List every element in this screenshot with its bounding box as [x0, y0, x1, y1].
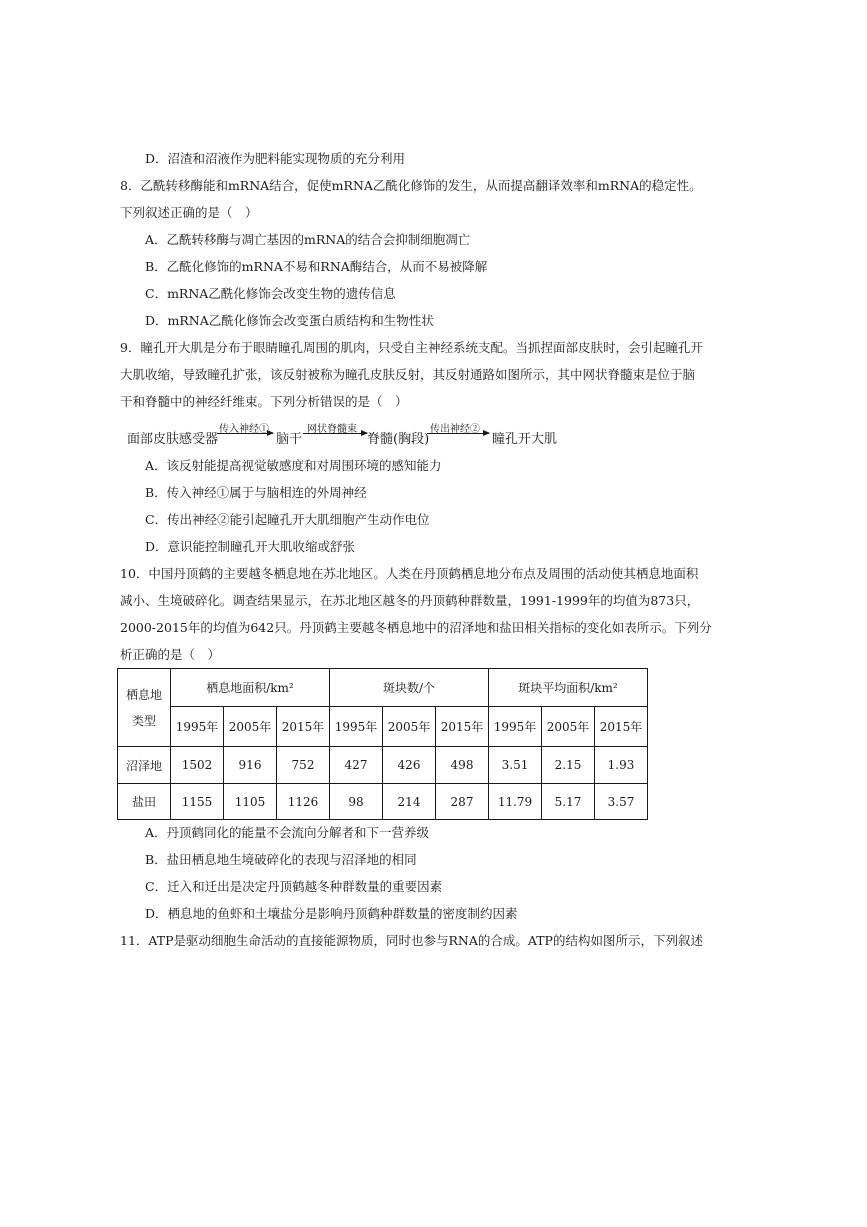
pathway-arrow-1	[217, 433, 273, 434]
year-header: 2005年	[224, 707, 277, 747]
table-cell: 3.51	[489, 747, 542, 784]
year-header: 1995年	[330, 707, 383, 747]
q10-option-a: A．丹顶鹤同化的能量不会流向分解者和下一营养级	[145, 825, 430, 840]
q10-stem-line-3: 2000-2015年的均值为642只。丹顶鹤主要越冬栖息地中的沼泽地和盐田相关指标的变化如表所示。下列分	[120, 620, 712, 635]
pathway-arrow-2	[303, 433, 367, 434]
table-cell: 1126	[277, 784, 330, 820]
table-cell: 98	[330, 784, 383, 820]
pathway-arrow-3	[427, 433, 489, 434]
year-header: 2015年	[436, 707, 489, 747]
table-cell: 11.79	[489, 784, 542, 820]
q8-option-c: C．mRNA乙酰化修饰会改变生物的遗传信息	[145, 286, 396, 301]
year-header: 1995年	[489, 707, 542, 747]
q9-stem-line-1: 9．瞳孔开大肌是分布于眼睛瞳孔周围的肌肉，只受自主神经系统支配。当抓捏面部皮肤时，会引起瞳孔开	[120, 340, 703, 355]
table-row	[118, 747, 648, 784]
group-header-patch-count: 斑块数/个	[330, 669, 489, 707]
group-header-patch-area: 斑块平均面积/km²	[489, 669, 648, 707]
table-cell: 287	[436, 784, 489, 820]
pathway-label-efferent: 传出神经②	[430, 424, 480, 435]
pathway-node-muscle: 瞳孔开大肌	[492, 432, 558, 447]
q9-option-b: B．传入神经①属于与脑相连的外周神经	[145, 485, 367, 500]
table-cell: 1155	[171, 784, 224, 820]
q9-stem-line-3: 干和脊髓中的神经纤维束。下列分析错误的是（ ）	[120, 394, 408, 409]
q8-option-a: A．乙酰转移酶与凋亡基因的mRNA的结合会抑制细胞凋亡	[145, 232, 471, 247]
q9-option-a: A．该反射能提高视觉敏感度和对周围环境的感知能力	[145, 458, 442, 473]
row-label: 盐田	[118, 784, 171, 820]
table-cell: 1105	[224, 784, 277, 820]
table-cell: 1.93	[595, 747, 648, 784]
table-cell: 426	[383, 747, 436, 784]
group-header-area: 栖息地面积/km²	[171, 669, 330, 707]
table-cell: 5.17	[542, 784, 595, 820]
q8-option-d: D．mRNA乙酰化修饰会改变蛋白质结构和生物性状	[145, 313, 434, 328]
q7-option-d: D．沼渣和沼液作为肥料能实现物质的充分利用	[145, 151, 406, 166]
q8-option-b: B．乙酰化修饰的mRNA不易和RNA酶结合，从而不易被降解	[145, 259, 488, 274]
table-cell: 752	[277, 747, 330, 784]
year-header: 1995年	[171, 707, 224, 747]
year-header: 2005年	[542, 707, 595, 747]
pathway-label-tract: 网状脊髓束	[307, 424, 357, 435]
q10-option-b: B．盐田栖息地生境破碎化的表现与沼泽地的相同	[145, 852, 417, 867]
table-cell: 214	[383, 784, 436, 820]
q11-stem-line-1: 11．ATP是驱动细胞生命活动的直接能源物质，同时也参与RNA的合成。ATP的结构如图所示，下列叙述	[120, 933, 703, 948]
table-cell: 916	[224, 747, 277, 784]
table-cell: 3.57	[595, 784, 648, 820]
pathway-node-receptor: 面部皮肤感受器	[127, 432, 219, 447]
table-cell: 1502	[171, 747, 224, 784]
row-header-line-2: 类型	[131, 713, 156, 728]
pathway-node-spinal-cord: 脊髓(胸段)	[367, 432, 430, 447]
reflex-pathway-diagram	[127, 420, 597, 448]
row-label: 沼泽地	[118, 747, 171, 784]
table-cell: 498	[436, 747, 489, 784]
q8-stem-line-1: 8．乙酰转移酶能和mRNA结合，促使mRNA乙酰化修饰的发生，从而提高翻译效率和mRNA的稳定性。	[120, 178, 702, 193]
year-header: 2015年	[595, 707, 648, 747]
q8-stem-line-2: 下列叙述正确的是（ ）	[120, 205, 258, 220]
q9-option-d: D．意识能控制瞳孔开大肌收缩或舒张	[145, 539, 356, 554]
table-cell: 427	[330, 747, 383, 784]
habitat-data-table	[117, 668, 648, 820]
pathway-label-afferent: 传入神经①	[219, 424, 269, 435]
table-row-header	[118, 669, 171, 747]
year-header: 2005年	[383, 707, 436, 747]
q10-stem-line-2: 减小、生境破碎化。调查结果显示，在苏北地区越冬的丹顶鹤种群数量，1991-1999年的均值为873只，	[120, 593, 700, 608]
q10-option-d: D．栖息地的鱼虾和土壤盐分是影响丹顶鹤种群数量的密度制约因素	[145, 906, 518, 921]
year-header: 2015年	[277, 707, 330, 747]
row-header-line-1: 栖息地	[125, 687, 162, 702]
q9-stem-line-2: 大肌收缩，导致瞳孔扩张，该反射被称为瞳孔皮肤反射，其反射通路如图所示，其中网状脊髓束是位于脑	[120, 367, 696, 382]
q10-stem-line-1: 10．中国丹顶鹤的主要越冬栖息地在苏北地区。人类在丹顶鹤栖息地分布点及周围的活动使其栖息地面积	[120, 566, 699, 581]
table-cell: 2.15	[542, 747, 595, 784]
q10-stem-line-4: 析正确的是（ ）	[120, 647, 221, 662]
table-row	[118, 784, 648, 820]
q10-option-c: C．迁入和迁出是决定丹顶鹤越冬种群数量的重要因素	[145, 879, 443, 894]
pathway-node-brainstem: 脑干	[276, 432, 303, 447]
q9-option-c: C．传出神经②能引起瞳孔开大肌细胞产生动作电位	[145, 512, 430, 527]
